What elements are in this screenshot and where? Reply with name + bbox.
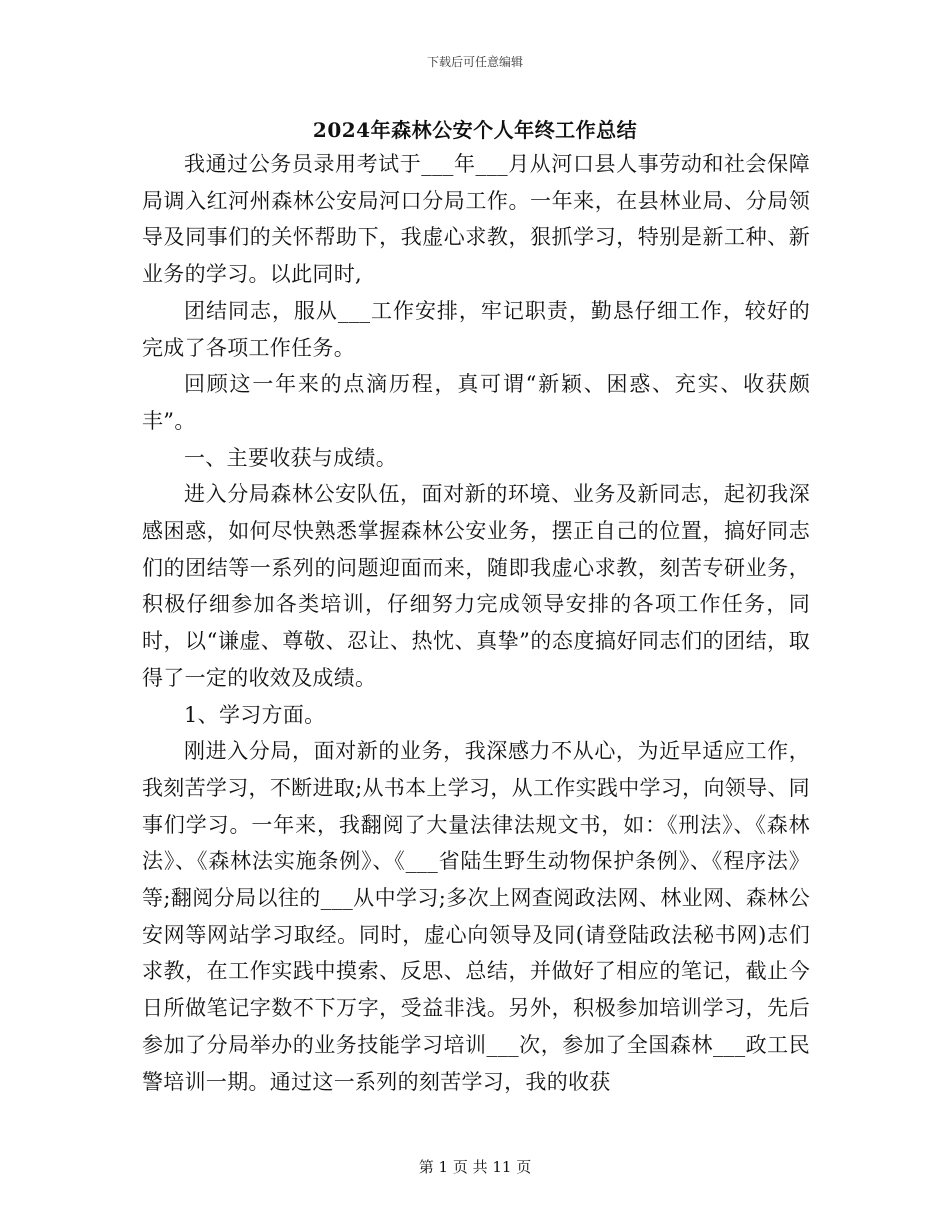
paragraph-study: 刚进入分局，面对新的业务，我深感力不从心，为近早适应工作，我刻苦学习，不断进取;从书本上学习，从工作实践中学习，向领导、同事们学习。一年来，我翻阅了大量法律法规文书，如：《刑法》、《森林法》、《森林法实施条例》、《___省陆生野生动物保护条例》、《程序法》等;翻阅分局以往的___从中学习;多次上网查阅政法网、林业网、森林公安网等网站学习取经。同时，虚心向领导及同(请登陆政法秘书网)志们求教，在工作实践中摸索、反思、总结，并做好了相应的笔记，截止今日所做笔记字数不下万字，受益非浅。另外，积极参加培训学习，先后参加了分局举办的业务技能学习培训___次，参加了全国森林___政工民警培训一期。通过这一系列的刻苦学习，我的收获	[142, 739, 810, 1094]
header-note: 下载后可任意编辑	[426, 55, 523, 69]
paragraph-achievements: 进入分局森林公安队伍，面对新的环境、业务及新同志，起初我深感困惑，如何尽快熟悉掌握森林公安业务，摆正自己的位置，搞好同志们的团结等一系列的问题迎面而来，随即我虚心求教，刻苦专研业务，积极仔细参加各类培训，仔细努力完成领导安排的各项工作任务，同时，以“谦虚、尊敬、忍让、热忱、真挚”的态度搞好同志们的团结，取得了一定的收效及成绩。	[142, 482, 810, 690]
paragraph-unity: 团结同志，服从___工作安排，牢记职责，勤恳仔细工作，较好的完成了各项工作任务。	[142, 298, 810, 360]
document-body	[142, 146, 810, 1100]
paragraph-review: 回顾这一年来的点滴历程，真可谓“新颖、困惑、充实、收获颇丰”。	[142, 372, 810, 433]
paragraph-intro: 我通过公务员录用考试于___年___月从河口县人事劳动和社会保障局调入红河州森林公安局河口分局工作。一年来，在县林业局、分局领导及同事们的关怀帮助下，我虚心求教，狠抓学习，特别是新工种、新业务的学习。以此同时,	[142, 152, 810, 287]
page-footer: 第 1 页 共 11 页	[418, 1158, 532, 1176]
section-heading-main-achievements: 一、主要收获与成绩。	[184, 445, 397, 470]
document-title: 2024年森林公安个人年终工作总结	[312, 118, 638, 142]
subsection-heading-study: 1、学习方面。	[184, 702, 326, 727]
